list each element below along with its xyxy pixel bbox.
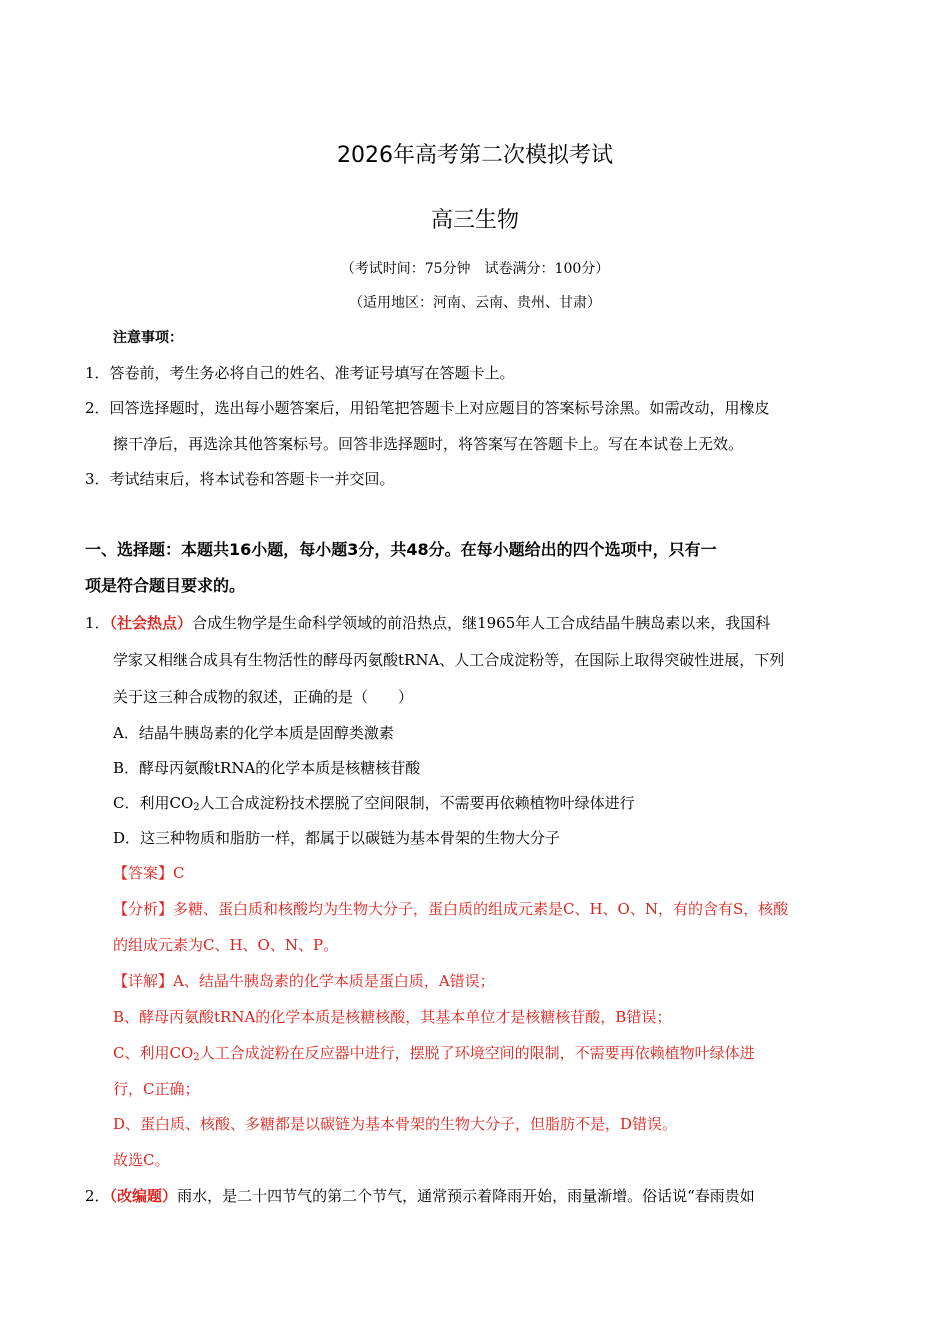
option-c-text: C．利用CO: [113, 794, 194, 812]
detail-line4: D、蛋白质、核酸、多糖都是以碳链为基本骨架的生物大分子，但脂肪不是，D错误。: [113, 1115, 678, 1133]
question-stem: 合成生物学是生命科学领域的前沿热点，继1965年人工合成结晶牛胰岛素以来，我国科: [192, 614, 771, 632]
analysis-line2: 的组成元素为C、H、O、N、P。: [113, 936, 339, 954]
notice-item-2: [85, 398, 770, 418]
region-info: （适用地区：河南、云南、贵州、甘肃）: [349, 295, 601, 311]
option-c: [113, 793, 635, 813]
option-a: A．结晶牛胰岛素的化学本质是固醇类激素: [113, 724, 394, 742]
question-tag: （社会热点）: [109, 614, 193, 632]
analysis-line1: 【分析】多糖、蛋白质和核酸均为生物大分子，蛋白质的组成元素是C、H、O、N，有的含有S，核酸: [113, 900, 789, 918]
option-b: B．酵母丙氨酸tRNA的化学本质是核糖核苷酸: [113, 759, 421, 777]
option-d: D．这三种物质和脂肪一样，都属于以碳链为基本骨架的生物大分子: [113, 829, 561, 847]
question-tag: （改编题）: [109, 1187, 178, 1205]
notice-item-2-cont: 擦干净后，再选涂其他答案标号。回答非选择题时，将答案写在答题卡上。写在本试卷上无效。: [113, 435, 744, 453]
question-stem: 雨水，是二十四节气的第二个节气，通常预示着降雨开始，雨量渐增。俗话说“春雨贵如: [177, 1187, 755, 1205]
question-1-line2: 学家又相继合成具有生物活性的酵母丙氨酸tRNA、人工合成淀粉等，在国际上取得突破性进展，下列: [113, 651, 785, 669]
question-1-line1: [85, 613, 770, 633]
notice-num: 2．: [85, 399, 110, 417]
subject-title: 高三生物: [430, 208, 519, 233]
question-2-line1: [85, 1186, 755, 1206]
notice-num: 1．: [85, 364, 110, 382]
detail-text: C、利用CO: [113, 1044, 194, 1062]
detail-line1: 【详解】A、结晶牛胰岛素的化学本质是蛋白质，A错误；: [113, 972, 495, 990]
conclusion-line: 故选C。: [113, 1151, 170, 1169]
notice-item-3: [85, 469, 395, 489]
subscript: 2: [193, 1052, 200, 1063]
section-heading-line1: 一、选择题：本题共16小题，每小题3分，共48分。在每小题给出的四个选项中，只有一: [85, 540, 717, 559]
question-number: 2．: [85, 1187, 110, 1205]
detail-line3-cont: 行，C正确；: [113, 1080, 200, 1098]
notice-heading: 注意事项：: [113, 330, 183, 346]
exam-info: （考试时间：75分钟 试卷满分：100分）: [340, 261, 610, 277]
exam-title: 2026年高考第二次模拟考试: [337, 143, 613, 168]
option-c-text-rest: 人工合成淀粉技术摆脱了空间限制，不需要再依赖植物叶绿体进行: [199, 794, 635, 812]
notice-item-1: [85, 363, 515, 383]
answer-line: 【答案】C: [113, 864, 185, 882]
detail-line2: B、酵母丙氨酸tRNA的化学本质是核糖核酸，其基本单位才是核糖核苷酸，B错误；: [113, 1008, 672, 1026]
detail-text-rest: 人工合成淀粉在反应器中进行，摆脱了环境空间的限制，不需要再依赖植物叶绿体进: [199, 1044, 755, 1062]
notice-num: 3．: [85, 470, 110, 488]
notice-text: 考试结束后，将本试卷和答题卡一并交回。: [109, 470, 395, 488]
subscript: 2: [193, 802, 200, 813]
notice-text: 回答选择题时，选出每小题答案后，用铅笔把答题卡上对应题目的答案标号涂黑。如需改动，用橡皮: [109, 399, 770, 417]
notice-text: 答卷前，考生务必将自己的姓名、准考证号填写在答题卡上。: [109, 364, 515, 382]
detail-line3: [113, 1043, 755, 1063]
question-number: 1．: [85, 614, 110, 632]
question-1-line3: 关于这三种合成物的叙述，正确的是（ ）: [113, 688, 414, 706]
section-heading-line2: 项是符合题目要求的。: [85, 576, 246, 595]
